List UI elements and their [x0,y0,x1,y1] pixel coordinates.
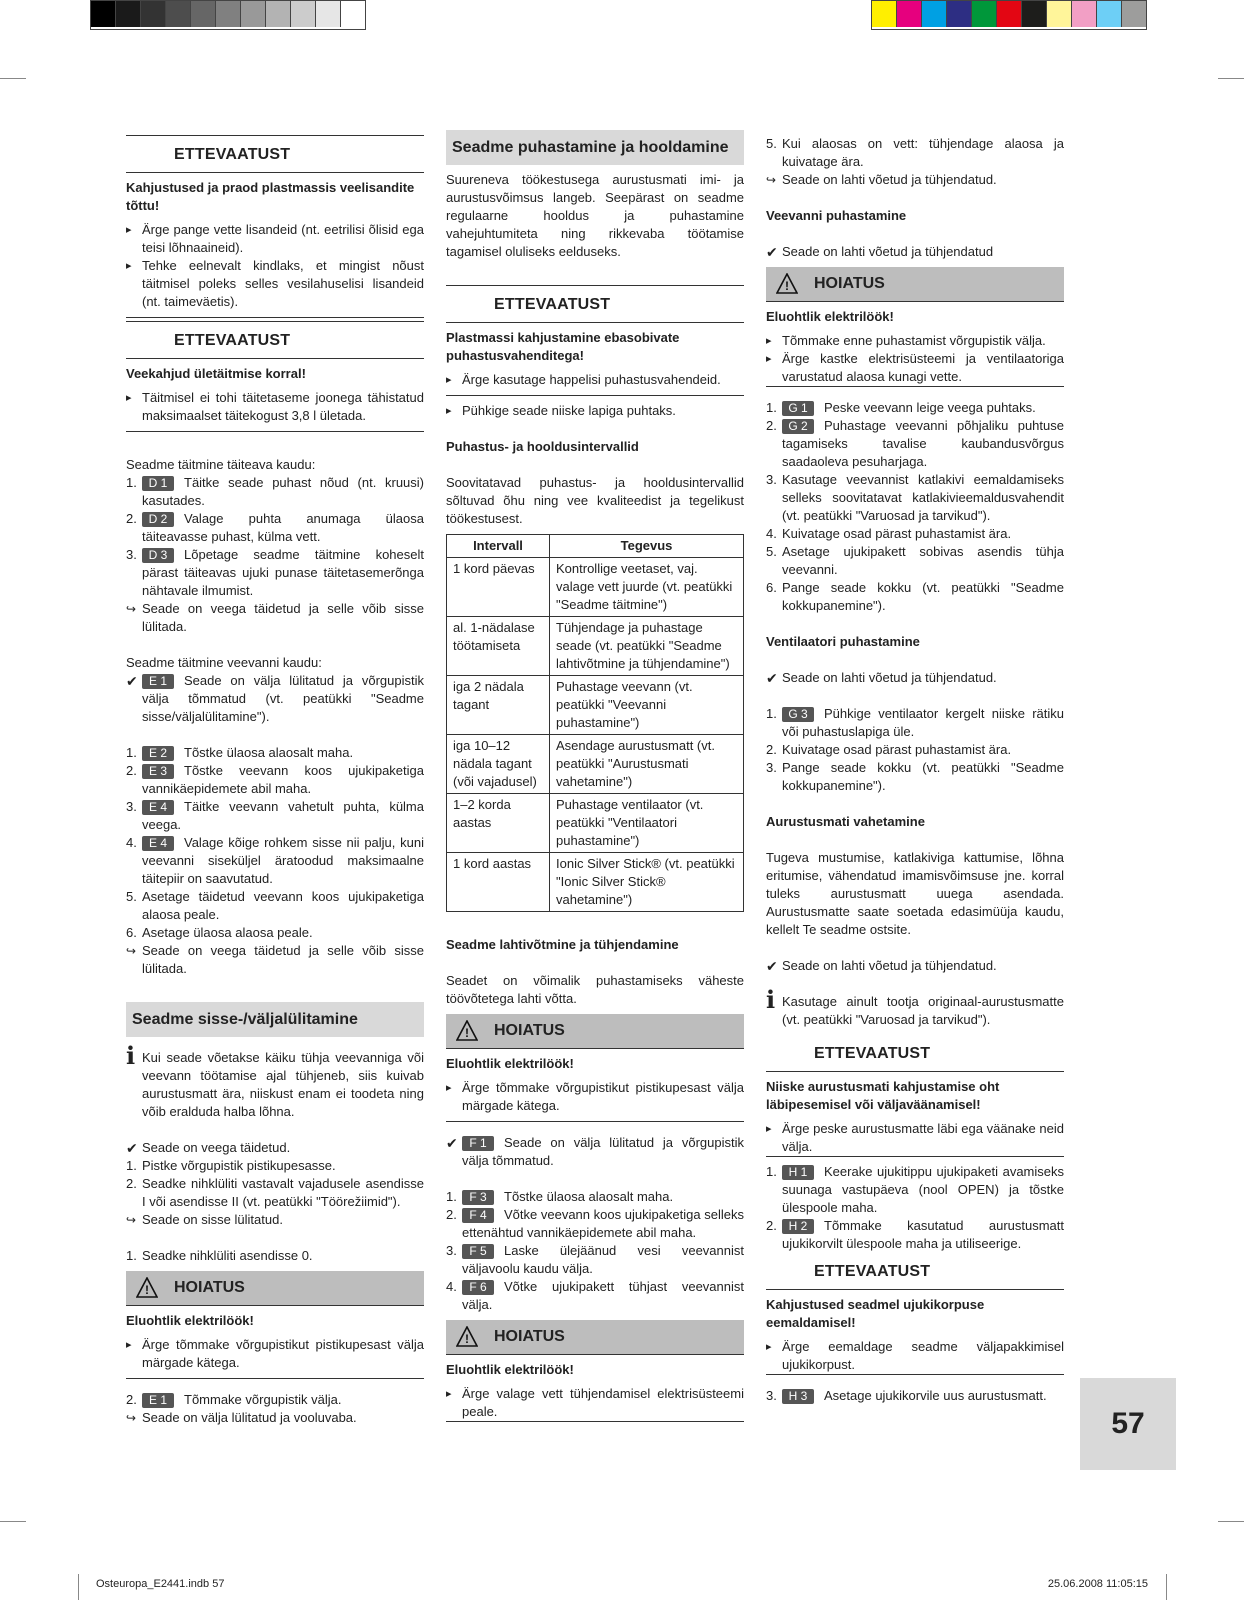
step-text: Võtke veevann koos ujukipaketiga selleks ettenähtud vannikäepidemete abil maha. [462,1207,744,1240]
warning-subtitle: Eluohtlik elektrilöök! [446,1362,574,1377]
gray-swatch [91,1,116,27]
step-item [766,1387,1064,1405]
step-number: 2. [766,742,777,757]
precondition-item: ✔ Seade on veega täidetud. [126,1139,424,1157]
subheading: Veevanni puhastamine [766,208,907,223]
step-number: 1. [446,1189,457,1204]
step-item [126,924,424,942]
crop-mark [1218,78,1244,79]
precondition-text: Seade on välja lülitatud ja võrgupistik välja tõmmatud. [462,1135,744,1168]
gray-swatch [316,1,341,27]
step-text: Tõstke ülaosa alaosalt maha. [184,745,354,760]
warning-title: ETTEVAATUST [494,296,611,313]
figure-tag: E 3 [142,764,174,779]
table-row [447,558,744,617]
table-cell: 1 kord aastas [447,853,550,912]
warning-subtitle: Eluohtlik elektrilöök! [126,1313,254,1328]
bullet-item: ▸ Tõmmake enne puhastamist võrgupistik välja. [766,332,1064,350]
step-item [766,759,1064,795]
table-cell: al. 1-nädalase töötamiseta [447,617,550,676]
table-row [447,794,744,853]
step-text: Pange seade kokku (vt. peatükki "Seadme kokkupanemine"). [782,580,1064,613]
crop-mark [1166,1574,1167,1600]
warning-triangle-icon [136,1277,158,1299]
result-item: ↪ Seade on veega täidetud ja selle võib sisse lülitada. [126,600,424,636]
warning-title: ETTEVAATUST [814,1045,931,1062]
warning-triangle-icon [456,1020,478,1042]
step-item [766,705,1064,741]
step-number: 3. [766,760,777,775]
step-item [126,888,424,924]
step-text: Pühkige ventilaator kergelt niiske rätiku või puhastuslapiga üle. [782,706,1064,739]
color-swatch [1097,1,1122,27]
subheading: Puhastus- ja hooldusintervallid [446,439,639,454]
step-item [446,1278,744,1314]
step-number: 1. [766,1164,777,1179]
figure-tag: D 3 [142,548,174,563]
step-number: 2. [766,418,777,433]
hoiatus-title: HOIATUS [814,275,885,292]
step-item [126,1391,424,1409]
step-text: Kuivatage osad pärast puhastamist ära. [782,526,1012,541]
figure-tag: D 1 [142,476,174,491]
step-item [126,546,424,600]
warning-subtitle: Niiske aurustusmati kahjustamise oht läbipesemisel või väljaväänamisel! [766,1079,1000,1112]
step-text: Kui alaosas on vett: tühjendage alaosa ja kuivatage ära. [782,136,1064,169]
step-text: Peske veevann leige veega puhtaks. [824,400,1036,415]
step-item [126,798,424,834]
step-text: Täitke veevann vahetult puhta, külma veega. [142,799,424,832]
warning-subtitle: Kahjustused ja praod plastmassis veelisandite tõttu! [126,180,415,213]
table-cell: Kontrollige veetaset, vaj. valage vett juurde (vt. peatükki "Seadme täitmine") [550,558,744,617]
result-item: ↪ Seade on välja lülitatud ja vooluvaba. [126,1409,424,1427]
step-text: Pange seade kokku (vt. peatükki "Seadme kokkupanemine"). [782,760,1064,793]
gray-swatch [266,1,291,27]
gray-swatch [291,1,316,27]
crop-mark [0,78,26,79]
crop-mark [78,1574,79,1600]
step-text: Puhastage veevanni põhjaliku puhtuse tagamiseks tavalise kaubandusvõrgus saadaoleva pesuharjaga. [782,418,1064,469]
info-note [766,985,1064,1029]
color-swatch [1122,1,1146,27]
grayscale-bar [90,0,366,30]
step-number: 3. [126,799,137,814]
step-number: 3. [766,1388,777,1403]
paragraph: Suureneva töökestusega aurustusmati imi- ja aurustusvõimsus langeb. Seepärast on seadme regulaarne hooldus ja puhastamine vahejuhtumiteta ning rikkevaba töötamise tagamisel oluliseks eelduseks. [446,172,744,259]
gray-swatch [141,1,166,27]
step-text: Tõmmake võrgupistik välja. [184,1392,342,1407]
precondition-item [446,1134,744,1170]
hoiatus-header [446,1320,744,1354]
step-item [766,399,1064,417]
step-text: Valage puhta anumaga ülaosa täiteavasse puhast, külma vett. [142,511,424,544]
step-item [126,1175,424,1211]
precondition-text: Seade on välja lülitatud ja võrgupistik välja tõmmatud (vt. peatükki "Seadme sisse/väljalülitamine"). [142,673,424,724]
hoiatus-title: HOIATUS [494,1328,565,1345]
info-icon: i [766,985,776,1014]
table-cell: Puhastage ventilaator (vt. peatükki "Ventilaatori puhastamine") [550,794,744,853]
column-1 [126,135,424,1427]
figure-tag: G 3 [782,707,814,722]
paragraph: Seadme täitmine täiteava kaudu: [126,457,316,472]
step-text: Laske ülejäänud vesi veevannist väljavoolu kaudu välja. [462,1243,744,1276]
bullet-item: ▸ Ärge eemaldage seadme väljapakkimisel ujukikorpust. [766,1338,1064,1374]
figure-tag: E 4 [142,800,174,815]
step-item [766,543,1064,579]
warning-subtitle: Eluohtlik elektrilöök! [446,1056,574,1071]
bullet-item: ▸ Ärge kastke elektrisüsteemi ja ventilaatoriga varustatud alaosa kunagi vette. [766,350,1064,386]
subheading: Ventilaatori puhastamine [766,634,920,649]
step-number: 6. [766,580,777,595]
info-note [126,1041,424,1121]
step-text: Tõmmake kasutatud aurustusmatt ujukikorvilt ülespoole maha ja utiliseerige. [782,1218,1064,1251]
table-header: Tegevus [550,535,744,558]
precondition-item [126,672,424,726]
info-text: Kasutage ainult tootja originaal-aurustusmatte (vt. peatükki "Varuosad ja tarvikud"). [782,994,1064,1027]
step-number: 1. [126,1158,137,1173]
bullet-item: ▸ Ärge peske aurustusmatte läbi ega väänake neid välja. [766,1120,1064,1156]
column-3 [766,135,1064,1405]
gray-swatch [116,1,141,27]
paragraph: Soovitatavad puhastus- ja hooldusintervallid sõltuvad õhu ning vee kvaliteedist ja tegelikust töökestusest. [446,475,744,526]
paragraph: Tugeva mustumise, katlakiviga kattumise, lõhna eritumise, vähendatud imamisvõimsuse jne. korral tuleks aurustusmatt uuega asendada. Aurustusmatte saate soetada edasimüüja kaudu, kellelt Te seadme ostsite. [766,850,1064,937]
warning-subtitle: Eluohtlik elektrilöök! [766,309,894,324]
step-text: Lõpetage seadme täitmine koheselt pärast täiteavas ujuki punase täitetasemerõnga nähtavale ilmumist. [142,547,424,598]
gray-swatch [166,1,191,27]
step-number: 5. [766,136,777,151]
gray-swatch [241,1,266,27]
step-number: 4. [446,1279,457,1294]
step-text: Seadke nihklüliti asendisse 0. [142,1248,313,1263]
color-swatch [1072,1,1097,27]
figure-tag: F 3 [462,1190,494,1205]
svg-text:!: ! [465,1332,469,1346]
step-text: Pistke võrgupistik pistikupesasse. [142,1158,336,1173]
table-cell: 1 kord päevas [447,558,550,617]
step-number: 2. [126,1392,137,1407]
crop-mark [1218,1521,1244,1522]
step-number: 3. [766,472,777,487]
result-item: ↪ Seade on lahti võetud ja tühjendatud. [766,171,1064,189]
figure-tag: E 4 [142,836,174,851]
step-item [766,1217,1064,1253]
table-row [447,853,744,912]
step-number: 3. [446,1243,457,1258]
step-text: Seadke nihklüliti vastavalt vajadusele asendisse I või asendisse II (vt. peatükki "Töörežiimid"). [142,1176,424,1209]
warning-subtitle: Kahjustused seadmel ujukikorpuse eemaldamisel! [766,1297,985,1330]
table-header: Intervall [447,535,550,558]
step-text: Täitke seade puhast nõud (nt. kruusi) kasutades. [142,475,424,508]
color-swatch [897,1,922,27]
subheading: Seadme lahtivõtmine ja tühjendamine [446,937,679,952]
step-item [766,525,1064,543]
gray-swatch [216,1,241,27]
section-title: Seadme puhastamine ja hooldamine [446,130,744,165]
crop-mark [0,1521,26,1522]
svg-text:!: ! [145,1283,149,1297]
figure-tag: G 1 [782,401,814,416]
step-item [766,741,1064,759]
subheading: Aurustusmati vahetamine [766,814,925,829]
table-cell: Puhastage veevann (vt. peatükki "Veevanni puhastamine") [550,676,744,735]
paragraph: Seadet on võimalik puhastamiseks väheste töövõtetega lahti võtta. [446,973,744,1006]
table-cell: iga 10–12 nädala tagant (või vajadusel) [447,735,550,794]
step-number: 2. [126,511,137,526]
svg-text:!: ! [785,279,789,293]
section-title: Seadme sisse-/väljalülitamine [126,1002,424,1037]
figure-tag: E 2 [142,746,174,761]
color-swatch [872,1,897,27]
step-number: 2. [126,1176,137,1191]
figure-tag: E 1 [142,1393,174,1408]
step-item [446,1188,744,1206]
svg-text:!: ! [465,1026,469,1040]
result-item: ↪ Seade on sisse lülitatud. [126,1211,424,1229]
table-cell: Ionic Silver Stick® (vt. peatükki "Ionic Silver Stick® vahetamine") [550,853,744,912]
figure-tag: H 2 [782,1219,814,1234]
step-number: 3. [126,547,137,562]
step-number: 6. [126,925,137,940]
warning-triangle-icon [456,1326,478,1348]
hoiatus-header [766,267,1064,301]
warning-title: ETTEVAATUST [814,1263,931,1280]
bullet-item: ▸ Ärge tõmmake võrgupistikut pistikupesast välja märgade kätega. [446,1079,744,1115]
interval-table [446,534,744,912]
color-swatch [1022,1,1047,27]
figure-tag: D 2 [142,512,174,527]
step-text: Kuivatage osad pärast puhastamist ära. [782,742,1012,757]
hoiatus-header [446,1014,744,1048]
step-number: 4. [766,526,777,541]
step-text: Tõstke ülaosa alaosalt maha. [504,1189,674,1204]
paragraph: Seadme täitmine veevanni kaudu: [126,655,322,670]
result-item: ↪ Seade on veega täidetud ja selle võib sisse lülitada. [126,942,424,978]
table-cell: iga 2 nädala tagant [447,676,550,735]
step-number: 1. [126,745,137,760]
step-text: Valage kõige rohkem sisse nii palju, kuni veevanni siseküljel äratoodud maksimaalne täitepiir on saavutatud. [142,835,424,886]
step-item [126,834,424,888]
step-item [446,1242,744,1278]
column-2 [446,130,744,1422]
info-icon: i [126,1041,136,1070]
warning-subtitle: Veekahjud ületäitmise korral! [126,366,306,381]
bullet-item: ▸ Pühkige seade niiske lapiga puhtaks. [446,402,744,420]
table-row [447,676,744,735]
step-item [126,744,424,762]
warning-subtitle: Plastmassi kahjustamine ebasobivate puhastusvahenditega! [446,330,680,363]
hoiatus-title: HOIATUS [174,1279,245,1296]
table-cell: 1–2 korda aastas [447,794,550,853]
color-swatch [922,1,947,27]
step-item [766,579,1064,615]
gray-swatch [341,1,365,27]
step-text: Asetage ujukikorvile uus aurustusmatt. [824,1388,1047,1403]
step-number: 2. [766,1218,777,1233]
bullet-item: ▸ Tehke eelnevalt kindlaks, et mingist nõust täitmisel poleks selles vesilahuselisi lisandeid (nt. taimeväetis). [126,257,424,311]
precondition-item: ✔ Seade on lahti võetud ja tühjendatud. [766,957,1064,975]
table-row [447,735,744,794]
figure-tag: E 1 [142,674,174,689]
table-cell: Asendage aurustusmatt (vt. peatükki "Aurustusmati vahetamine") [550,735,744,794]
step-item [766,417,1064,471]
step-item [766,1163,1064,1217]
warning-title: ETTEVAATUST [174,332,291,349]
step-number: 2. [446,1207,457,1222]
step-text: Tõstke veevann koos ujukipaketiga vannikäepidemete abil maha. [142,763,424,796]
precondition-item: ✔ Seade on lahti võetud ja tühjendatud. [766,669,1064,687]
info-text: Kui seade võetakse käiku tühja veevanniga või veevann töötamise ajal tühjeneb, siis kuivab aurustusmatt ära, niiskust enam ei toodeta ning võib eralduda halba lõhna. [142,1050,424,1119]
figure-tag: H 3 [782,1389,814,1404]
figure-tag: F 4 [462,1208,494,1223]
figure-tag: F 1 [462,1136,494,1151]
footer-timestamp: 25.06.2008 11:05:15 [1047,1578,1148,1590]
step-text: Võtke ujukipakett tühjast veevannist välja. [462,1279,744,1312]
hoiatus-header [126,1271,424,1305]
step-text: Asetage täidetud veevann koos ujukipaketiga alaosa peale. [142,889,424,922]
gray-swatch [191,1,216,27]
step-item [446,1206,744,1242]
step-item [126,762,424,798]
step-item [126,1247,424,1265]
step-text: Kasutage veevannist katlakivi eemaldamiseks selleks soovitatavat katlakivieemaldusvahendit (vt. peatükki "Varuosad ja tarvikud"). [782,472,1064,523]
color-swatch [972,1,997,27]
bullet-item: ▸ Ärge valage vett tühjendamisel elektrisüsteemi peale. [446,1385,744,1421]
footer-file: Osteuropa_E2441.indb 57 [96,1578,225,1590]
step-item [126,510,424,546]
step-item [126,474,424,510]
precondition-item: ✔ Seade on lahti võetud ja tühjendatud [766,243,1064,261]
bullet-item: ▸ Täitmisel ei tohi täitetaseme joonega tähistatud maksimaalset täitekogust 3,8 l ületada. [126,389,424,425]
table-cell: Tühjendage ja puhastage seade (vt. peatükki "Seadme lahtivõtmine ja tühjendamine") [550,617,744,676]
step-item [126,1157,424,1175]
color-swatch [997,1,1022,27]
warning-title: ETTEVAATUST [174,146,291,163]
step-text: Asetage ülaosa alaosa peale. [142,925,313,940]
step-text: Keerake ujukitippu ujukipaketi avamiseks suunaga vastupäeva (nool OPEN) ja tõstke ülespoole maha. [782,1164,1064,1215]
color-swatch [947,1,972,27]
color-swatch [1047,1,1072,27]
bullet-item: ▸ Ärge tõmmake võrgupistikut pistikupesast välja märgade kätega. [126,1336,424,1372]
bullet-item: ▸ Ärge pange vette lisandeid (nt. eetrilisi õlisid ega teisi lõhnaaineid). [126,221,424,257]
figure-tag: G 2 [782,419,814,434]
color-bar [871,0,1147,30]
bullet-item: ▸ Ärge kasutage happelisi puhastusvahendeid. [446,371,744,389]
step-number: 1. [126,1248,137,1263]
page-number: 57 [1080,1378,1176,1470]
step-number: 2. [126,763,137,778]
warning-triangle-icon [776,273,798,295]
figure-tag: H 1 [782,1165,814,1180]
step-item [766,471,1064,525]
step-number: 1. [766,400,777,415]
step-number: 1. [126,475,137,490]
step-number: 1. [766,706,777,721]
step-number: 5. [766,544,777,559]
table-row [447,617,744,676]
step-text: Asetage ujukipakett sobivas asendis tühja veevanni. [782,544,1064,577]
figure-tag: F 5 [462,1244,494,1259]
step-number: 4. [126,835,137,850]
step-item [766,135,1064,171]
step-number: 5. [126,889,137,904]
hoiatus-title: HOIATUS [494,1022,565,1039]
figure-tag: F 6 [462,1280,494,1295]
